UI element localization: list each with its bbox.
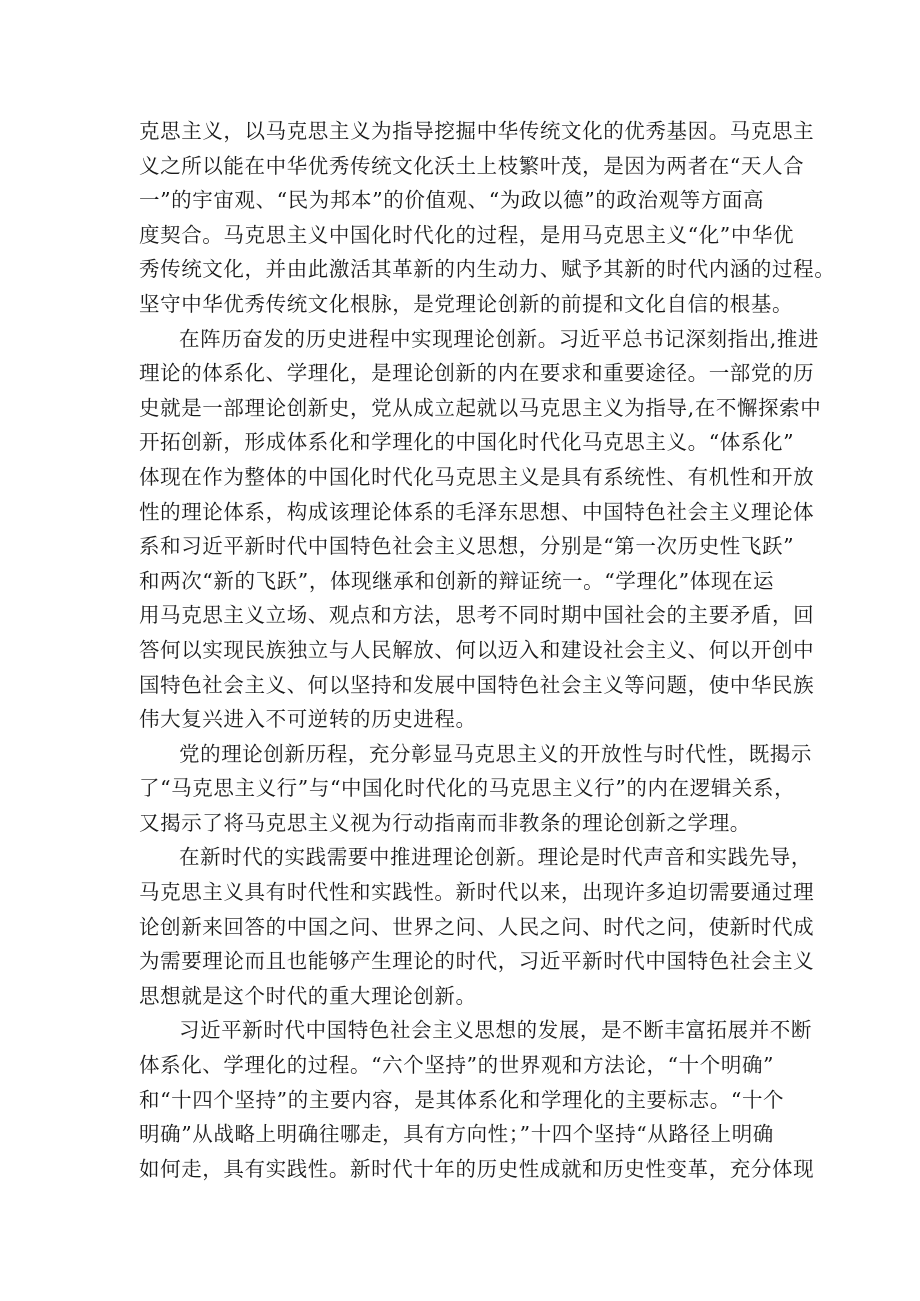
text-line: 伟大复兴进入不可逆转的历史进程。 [139, 707, 477, 732]
text-line: 开拓创新，形成体系化和学理化的中国化时代化马克思主义。“体系化” [139, 430, 795, 455]
text-line: 论创新来回答的中国之问、世界之问、人民之问、时代之问，使新时代成 [139, 914, 815, 939]
text-line: 习近平新时代中国特色社会主义思想的发展，是不断丰富拓展并不断 [179, 1018, 812, 1043]
text-line: 又揭示了将马克思主义视为行动指南而非教条的理论创新之学理。 [139, 810, 751, 835]
document-body [139, 114, 836, 1186]
text-line: 坚守中华优秀传统文化根脉，是党理论创新的前提和文化自信的根基。 [139, 291, 794, 316]
text-line: 了“马克思主义行”与“中国化时代化的马克思主义行”的内在逻辑关系， [139, 776, 796, 801]
text-line: 为需要理论而且也能够产生理论的时代，习近平新时代中国特色社会主义 [139, 949, 815, 974]
text-line: 秀传统文化，并由此激活其革新的内生动力、赋予其新的时代内涵的过程。 [139, 257, 836, 282]
text-line: 体系化、学理化的过程。“六个坚持”的世界观和方法论，“十个明确” [139, 1053, 775, 1078]
paragraph [139, 840, 815, 1013]
text-line: 义之所以能在中华优秀传统文化沃土上枝繁叶茂，是因为两者在“天人合 [139, 153, 805, 178]
text-line: 性的理论体系，构成该理论体系的毛泽东思想、中国特色社会主义理论体 [139, 499, 815, 524]
text-line: 体现在作为整体的中国化时代化马克思主义是具有系统性、有机性和开放 [139, 464, 815, 489]
text-line: 系和习近平新时代中国特色社会主义思想，分别是“第一次历史性飞跃” [139, 534, 795, 559]
text-line: 明确”从战略上明确往哪走，具有方向性；”十四个坚持“从路径上明确 [139, 1122, 774, 1147]
paragraph [139, 114, 836, 322]
text-line: 和“十四个坚持”的主要内容，是其体系化和学理化的主要标志。“十个 [139, 1087, 785, 1112]
text-line: 和两次“新的飞跃”，体现继承和创新的辩证统一。“学理化”体现在运 [139, 568, 775, 593]
paragraph [139, 322, 822, 737]
text-line: 在新时代的实践需要中推进理论创新。理论是时代声音和实践先导， [179, 845, 812, 870]
text-line: 马克思主义具有时代性和实践性。新时代以来，出现许多迫切需要通过理 [139, 880, 815, 905]
text-line: 如何走，具有实践性。新时代十年的历史性成就和历史性变革，充分体现 [139, 1156, 815, 1181]
text-line: 思想就是这个时代的重大理论创新。 [139, 983, 477, 1008]
text-line: 一”的宇宙观、“民为邦本”的价值观、“为政以德”的政治观等方面高 [139, 188, 765, 213]
text-line: 理论的体系化、学理化，是理论创新的内在要求和重要途径。一部党的历 [139, 361, 815, 386]
text-line: 答何以实现民族独立与人民解放、何以迈入和建设社会主义、何以开创中 [139, 637, 815, 662]
text-line: 党的理论创新历程，充分彰显马克思主义的开放性与时代性，既揭示 [179, 741, 812, 766]
text-line: 国特色社会主义、何以坚持和发展中国特色社会主义等问题，使中华民族 [139, 672, 815, 697]
text-line: 史就是一部理论创新史，党从成立起就以马克思主义为指导,在不懈探索中 [139, 395, 822, 420]
text-line: 用马克思主义立场、观点和方法，思考不同时期中国社会的主要矛盾，回 [139, 603, 815, 628]
text-line: 度契合。马克思主义中国化时代化的过程，是用马克思主义“化”中华优 [139, 222, 795, 247]
text-line: 在阵历奋发的历史进程中实现理论创新。习近平总书记深刻指出,推进 [179, 326, 820, 351]
text-line: 克思主义，以马克思主义为指导挖掘中华传统文化的优秀基因。马克思主 [139, 119, 815, 143]
paragraph [139, 1013, 815, 1186]
paragraph [139, 737, 812, 841]
